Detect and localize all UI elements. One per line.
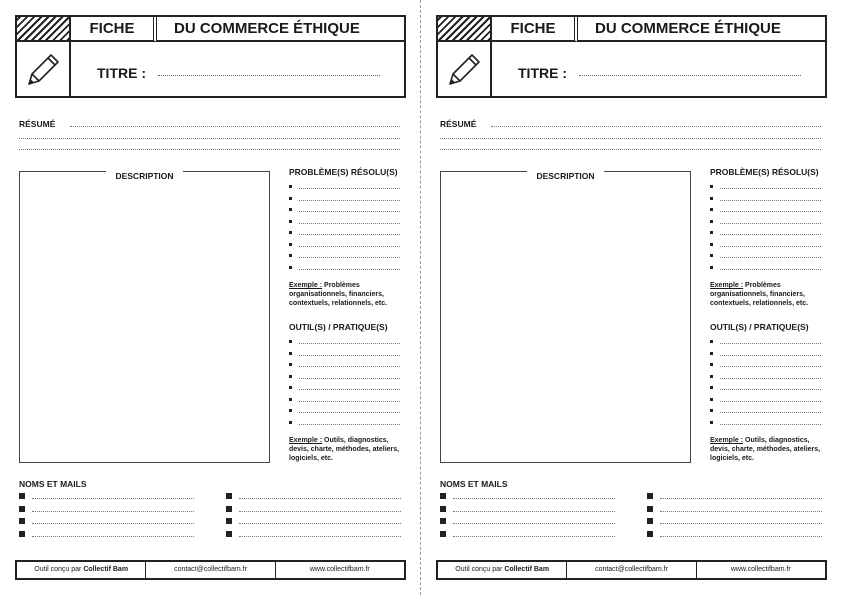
list-item[interactable] <box>710 382 821 394</box>
resume-label: RÉSUMÉ <box>19 119 56 129</box>
list-item[interactable] <box>289 204 400 216</box>
description-box[interactable] <box>19 171 270 463</box>
list-item[interactable] <box>710 359 821 371</box>
list-item[interactable] <box>440 515 615 528</box>
list-item[interactable] <box>289 417 400 429</box>
fiche-label: FICHE <box>492 17 578 42</box>
example-key: Exemple : <box>289 437 323 444</box>
credit-prefix: Outil conçu par <box>34 566 84 573</box>
names-label: NOMS ET MAILS <box>19 479 87 489</box>
sheet-title: DU COMMERCE ÉTHIQUE <box>157 17 404 42</box>
titre-field[interactable] <box>579 75 801 76</box>
list-item[interactable] <box>19 515 194 528</box>
list-item[interactable] <box>710 348 821 360</box>
example-key: Exemple : <box>710 437 744 444</box>
hatch-pattern <box>438 17 492 42</box>
problems-label: PROBLÈME(S) RÉSOLU(S) <box>710 167 819 177</box>
pencil-icon <box>25 49 63 89</box>
footer-website[interactable]: www.collectifbam.fr <box>275 562 404 578</box>
list-item[interactable] <box>19 490 194 503</box>
example-text: Outils, diagnostics, devis, charte, méthodes, ateliers, logiciels, etc. <box>289 437 400 462</box>
list-item[interactable] <box>289 262 400 274</box>
resume-line[interactable] <box>440 138 821 139</box>
fiche-label: FICHE <box>71 17 157 42</box>
worksheet-left <box>0 0 420 595</box>
list-item[interactable] <box>440 490 615 503</box>
list-item[interactable] <box>289 336 400 348</box>
pencil-icon <box>446 49 484 89</box>
list-item[interactable] <box>289 227 400 239</box>
worksheet-right <box>421 0 841 595</box>
list-item[interactable] <box>289 394 400 406</box>
header-box <box>436 15 827 98</box>
list-item[interactable] <box>710 405 821 417</box>
list-item[interactable] <box>226 503 401 516</box>
list-item[interactable] <box>710 262 821 274</box>
pencil-cell <box>17 42 71 97</box>
resume-line[interactable] <box>19 138 400 139</box>
problems-list <box>710 181 821 273</box>
names-label: NOMS ET MAILS <box>440 479 508 489</box>
titre-field[interactable] <box>158 75 380 76</box>
description-label: DESCRIPTION <box>527 171 603 181</box>
names-list-right <box>226 490 401 540</box>
list-item[interactable] <box>710 394 821 406</box>
resume-line[interactable] <box>70 126 400 127</box>
problems-label: PROBLÈME(S) RÉSOLU(S) <box>289 167 398 177</box>
list-item[interactable] <box>710 336 821 348</box>
resume-label: RÉSUMÉ <box>440 119 477 129</box>
titre-label: TITRE : <box>97 65 146 81</box>
footer-credit <box>17 562 145 578</box>
description-label: DESCRIPTION <box>106 171 182 181</box>
example-text: Problèmes organisationnels, financiers, contextuels, relationnels, etc. <box>710 282 809 307</box>
list-item[interactable] <box>710 216 821 228</box>
tools-label: OUTIL(S) / PRATIQUE(S) <box>710 322 809 332</box>
list-item[interactable] <box>710 193 821 205</box>
pencil-cell <box>438 42 492 97</box>
list-item[interactable] <box>647 503 822 516</box>
footer <box>436 560 827 580</box>
titre-label: TITRE : <box>518 65 567 81</box>
tools-label: OUTIL(S) / PRATIQUE(S) <box>289 322 388 332</box>
names-list-right <box>647 490 822 540</box>
list-item[interactable] <box>289 216 400 228</box>
list-item[interactable] <box>710 417 821 429</box>
list-item[interactable] <box>289 359 400 371</box>
description-box[interactable] <box>440 171 691 463</box>
tools-list <box>289 336 400 428</box>
footer-website[interactable]: www.collectifbam.fr <box>696 562 825 578</box>
sheet-title: DU COMMERCE ÉTHIQUE <box>578 17 825 42</box>
example-key: Exemple : <box>710 282 744 289</box>
tools-list <box>710 336 821 428</box>
list-item[interactable] <box>289 239 400 251</box>
list-item[interactable] <box>440 503 615 516</box>
credit-name: Collectif Bam <box>83 566 129 573</box>
list-item[interactable] <box>710 181 821 193</box>
list-item[interactable] <box>226 528 401 541</box>
names-list-left <box>19 490 194 540</box>
example-text: Problèmes organisationnels, financiers, contextuels, relationnels, etc. <box>289 282 388 307</box>
list-item[interactable] <box>647 490 822 503</box>
list-item[interactable] <box>710 371 821 383</box>
tools-example <box>289 436 404 463</box>
problems-list <box>289 181 400 273</box>
credit-name: Collectif Bam <box>504 566 550 573</box>
list-item[interactable] <box>289 371 400 383</box>
list-item[interactable] <box>289 382 400 394</box>
problems-example <box>710 281 825 308</box>
list-item[interactable] <box>710 227 821 239</box>
list-item[interactable] <box>19 528 194 541</box>
credit-prefix: Outil conçu par <box>455 566 505 573</box>
footer <box>15 560 406 580</box>
footer-email[interactable]: contact@collectifbam.fr <box>145 562 274 578</box>
list-item[interactable] <box>226 490 401 503</box>
footer-email[interactable]: contact@collectifbam.fr <box>566 562 695 578</box>
problems-example <box>289 281 404 308</box>
example-text: Outils, diagnostics, devis, charte, méthodes, ateliers, logiciels, etc. <box>710 437 821 462</box>
example-key: Exemple : <box>289 282 323 289</box>
list-item[interactable] <box>710 250 821 262</box>
list-item[interactable] <box>289 181 400 193</box>
list-item[interactable] <box>710 239 821 251</box>
list-item[interactable] <box>289 193 400 205</box>
header-box <box>15 15 406 98</box>
hatch-pattern <box>17 17 71 42</box>
resume-line[interactable] <box>19 149 400 150</box>
resume-line[interactable] <box>440 149 821 150</box>
list-item[interactable] <box>647 528 822 541</box>
list-item[interactable] <box>289 250 400 262</box>
list-item[interactable] <box>647 515 822 528</box>
list-item[interactable] <box>19 503 194 516</box>
list-item[interactable] <box>226 515 401 528</box>
tools-example <box>710 436 825 463</box>
resume-line[interactable] <box>491 126 821 127</box>
footer-credit <box>438 562 566 578</box>
names-list-left <box>440 490 615 540</box>
list-item[interactable] <box>289 405 400 417</box>
list-item[interactable] <box>710 204 821 216</box>
list-item[interactable] <box>440 528 615 541</box>
list-item[interactable] <box>289 348 400 360</box>
